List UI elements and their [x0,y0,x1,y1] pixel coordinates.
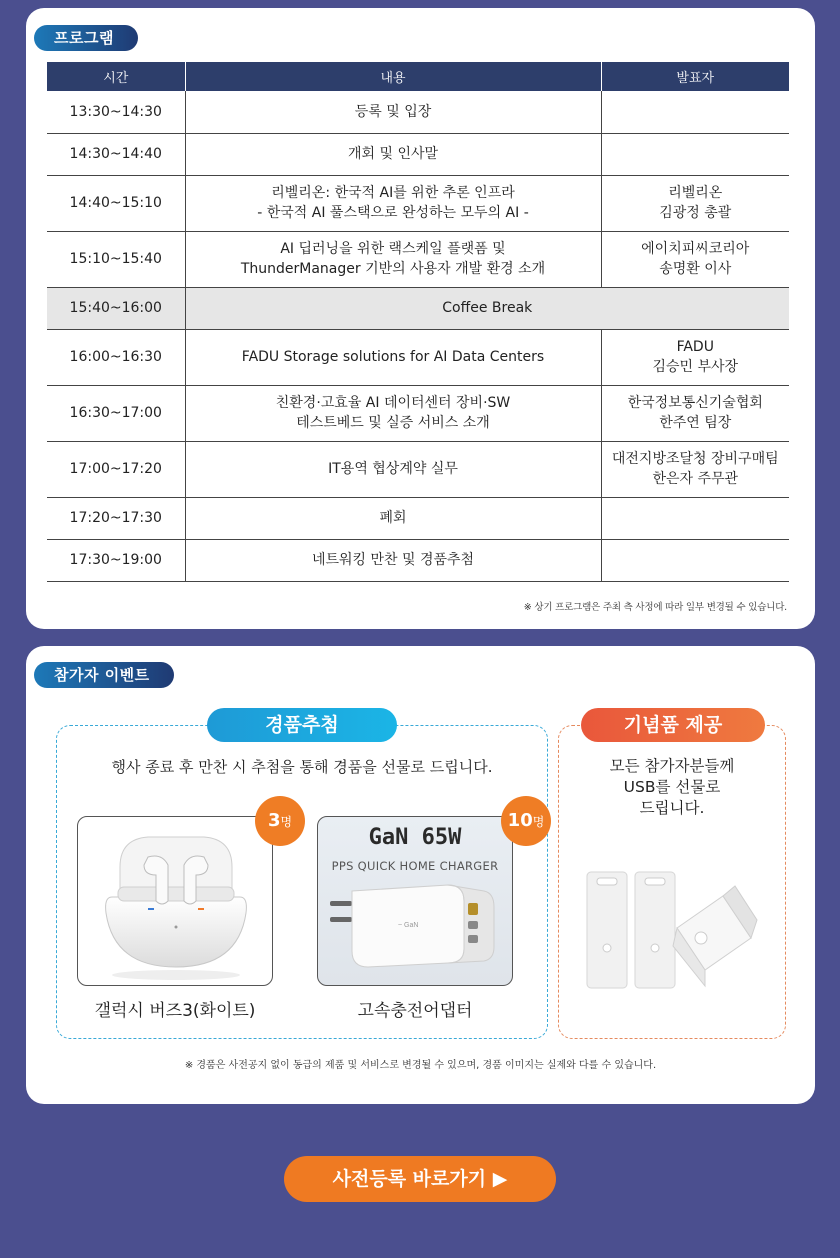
schedule-time: 13:30~14:30 [47,91,185,133]
souvenir-description [559,756,785,819]
schedule-content [185,539,601,581]
schedule-content [185,329,601,385]
prize-draw-box [56,714,548,1039]
schedule-content [185,441,601,497]
schedule-content [185,497,601,539]
header-content: 내용 [185,62,601,91]
charger-label: 고속충전어댑터 [357,1001,473,1021]
schedule-content-line: 개회 및 인사말 [347,146,439,162]
charger-count-unit: 명 [532,815,545,829]
prize-draw-tag: 경품추첨 [207,708,397,742]
earbuds-label: 갤럭시 버즈3(화이트) [94,1001,256,1021]
earbuds-count-unit: 명 [280,815,293,829]
schedule-row [47,441,789,497]
schedule-content-line: 친환경·고효율 AI 데이터센터 장비·SW [275,395,511,411]
schedule-content-line: 리벨리온: 한국적 AI를 위한 추론 인프라 [271,185,515,201]
schedule-row [47,539,789,581]
charger-image [317,816,513,986]
schedule-speaker-line: FADU [676,339,714,355]
schedule-content-line: 네트워킹 만찬 및 경품추첨 [311,552,475,568]
schedule-speaker [601,175,789,231]
earbuds-image [77,816,273,986]
event-card [26,646,815,1104]
schedule-content-line: FADU Storage solutions for AI Data Centers [241,349,545,365]
schedule-speaker [601,231,789,287]
schedule-content-line: IT용역 협상계약 실무 [328,461,458,477]
souvenir-box [558,714,786,1039]
schedule-speaker [601,385,789,441]
schedule-content-line: 테스트베드 및 실증 서비스 소개 [296,415,490,431]
schedule-row [47,91,789,133]
schedule-row [47,175,789,231]
pre-registration-button[interactable]: 사전등록 바로가기 ▶ [284,1156,556,1202]
usb-illustration [573,866,773,1006]
earbuds-count: 3 [267,810,281,831]
schedule-row [47,385,789,441]
schedule-time: 15:10~15:40 [47,231,185,287]
schedule-speaker-line: 김승민 부사장 [652,359,739,375]
schedule-content [185,385,601,441]
schedule-time: 15:40~16:00 [47,287,185,329]
schedule-content-line: Coffee Break [442,300,533,316]
schedule-speaker-line: 대전지방조달청 장비구매팀 [611,451,779,467]
charger-count: 10 [507,810,533,831]
souvenir-desc-line-1: 모든 참가자분들께 [609,757,735,775]
schedule-content [185,91,601,133]
schedule-time: 16:00~16:30 [47,329,185,385]
svg-text:~ GaN: ~ GaN [398,922,419,929]
schedule-speaker-line: 한주연 팀장 [659,415,732,431]
schedule-speaker-line: 송명환 이사 [659,261,732,277]
schedule-content [185,133,601,175]
schedule-row [47,133,789,175]
earbuds-illustration [78,817,273,986]
schedule-content-line: 폐회 [379,510,407,526]
schedule-speaker [601,441,789,497]
schedule-content [185,287,789,329]
souvenir-tag: 기념품 제공 [581,708,765,742]
schedule-row [47,329,789,385]
charger-count-badge [501,796,551,846]
schedule-speaker-line: 김광정 총괄 [659,205,732,221]
schedule-content [185,175,601,231]
schedule-speaker-line: 리벨리온 [668,185,723,201]
schedule-time: 14:40~15:10 [47,175,185,231]
header-speaker: 발표자 [601,62,789,91]
event-note: ※ 경품은 사전공지 없이 동급의 제품 및 서비스로 변경될 수 있으며, 경품 이미지는 실제와 다를 수 있습니다. [184,1060,657,1071]
schedule-content-line: 등록 및 입장 [354,103,432,120]
schedule-row [47,497,789,539]
schedule-time: 14:30~14:40 [47,133,185,175]
schedule-content [185,231,601,287]
schedule-time: 16:30~17:00 [47,385,185,441]
schedule-time: 17:00~17:20 [47,441,185,497]
schedule-content-line: ThunderManager 기반의 사용자 개발 환경 소개 [240,261,546,277]
header-time: 시간 [47,62,185,91]
schedule-speaker [601,133,789,175]
event-title: 참가자 이벤트 [34,662,174,688]
charger-image-subtitle: PPS QUICK HOME CHARGER [331,859,499,873]
souvenir-desc-line-2: USB를 선물로 [623,778,721,796]
souvenir-desc-line-3: 드립니다. [639,799,705,817]
schedule-time: 17:20~17:30 [47,497,185,539]
schedule-content-line: AI 딥러닝을 위한 랙스케일 플랫폼 및 [280,241,506,257]
schedule-speaker [601,91,789,133]
schedule-table [47,62,789,582]
charger-illustration [318,817,513,986]
earbuds-count-badge [255,796,305,846]
schedule-speaker [601,539,789,581]
schedule-speaker [601,329,789,385]
schedule-row [47,231,789,287]
schedule-speaker-line: 한국정보통신기술협회 [627,395,763,411]
schedule-row [47,287,789,329]
schedule-content-line: - 한국적 AI 풀스택으로 완성하는 모두의 AI - [257,205,529,221]
schedule-time: 17:30~19:00 [47,539,185,581]
charger-image-title: GaN 65W [368,825,462,850]
schedule-speaker-line: 에이치피씨코리아 [641,241,750,257]
program-title: 프로그램 [34,25,138,51]
program-card [26,8,815,629]
prize-draw-description: 행사 종료 후 만찬 시 추첨을 통해 경품을 선물로 드립니다. [111,758,493,776]
program-note: ※ 상기 프로그램은 주최 측 사정에 따라 일부 변경될 수 있습니다. [523,602,787,613]
schedule-speaker [601,497,789,539]
schedule-speaker-line: 한은자 주무관 [652,471,739,487]
